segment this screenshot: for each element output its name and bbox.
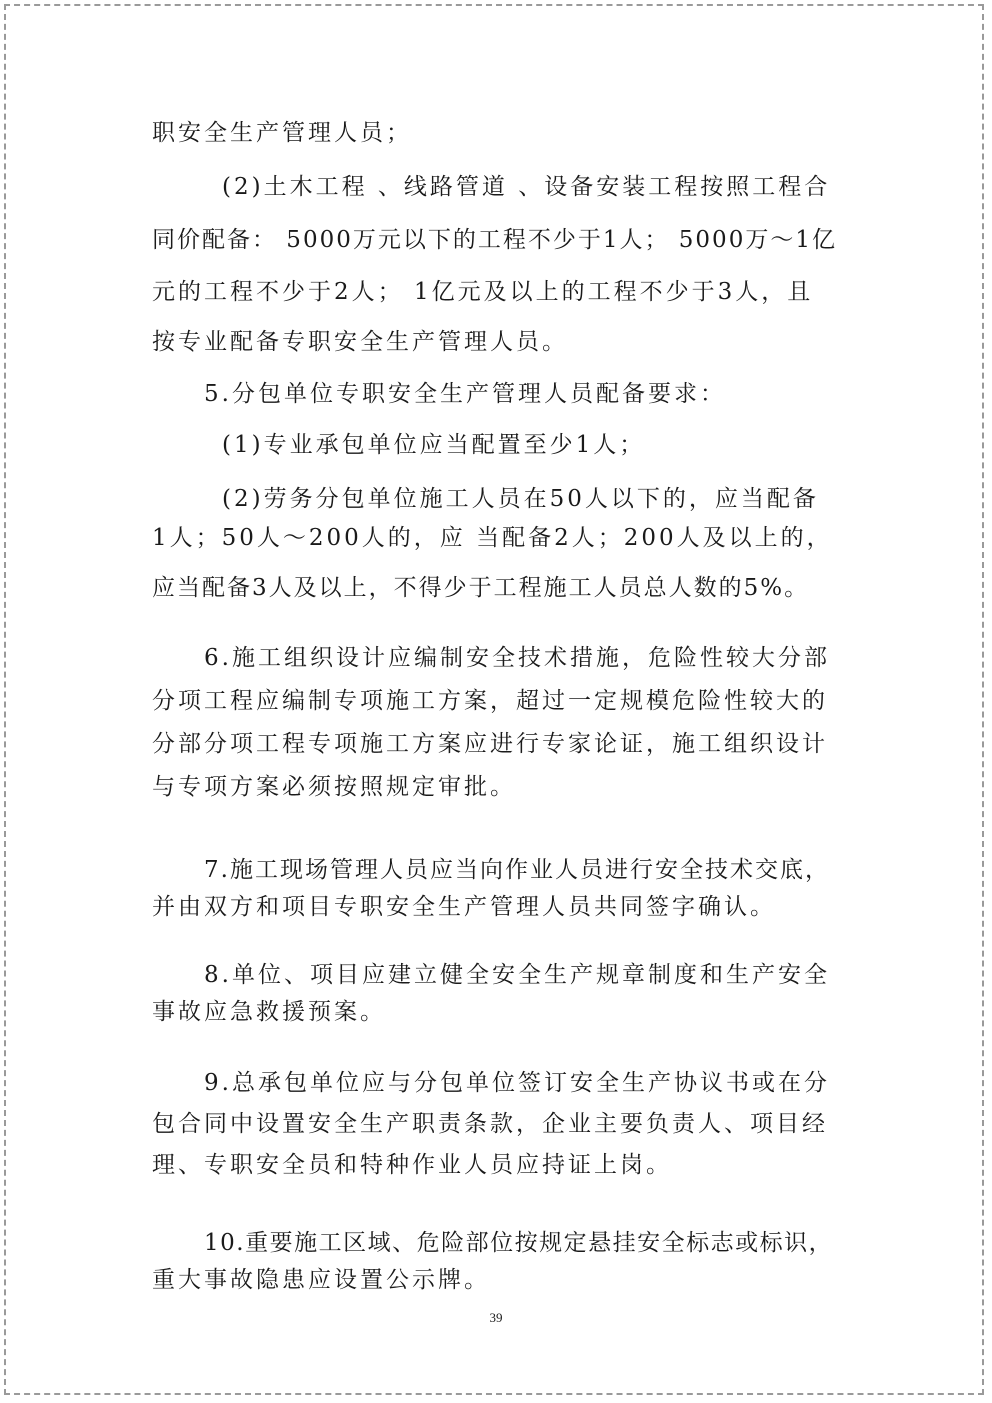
page-number: 39: [489, 1310, 503, 1325]
section-heading: 5.分包单位专职安全生产管理人员配备要求：: [204, 381, 726, 407]
text-line: 应当配备3人及以上，不得少于工程施工人员总人数的5%。: [152, 575, 810, 601]
paragraph-line: 理、专职安全员和特种作业人员应持证上岗。: [152, 1152, 672, 1178]
text-line: 职安全生产管理人员；: [152, 120, 412, 146]
text-line: (2)土木工程 、线路管道 、设备安装工程按照工程合: [222, 174, 831, 200]
paragraph-line: 7.施工现场管理人员应当向作业人员进行安全技术交底，: [204, 857, 830, 883]
text-line: 同价配备： 5000万元以下的工程不少于1人； 5000万～1亿: [152, 227, 837, 253]
paragraph-line: 8.单位、项目应建立健全安全生产规章制度和生产安全: [204, 962, 830, 988]
paragraph-line: 并由双方和项目专职安全生产管理人员共同签字确认。: [152, 894, 776, 920]
paragraph-line: 包合同中设置安全生产职责条款，企业主要负责人、项目经: [152, 1111, 828, 1137]
paragraph-line: 重大事故隐患应设置公示牌。: [152, 1267, 490, 1293]
paragraph-line: 事故应急救援预案。: [152, 999, 386, 1025]
paragraph-line: 分项工程应编制专项施工方案，超过一定规模危险性较大的: [152, 688, 828, 714]
paragraph-line: 与专项方案必须按照规定审批。: [152, 774, 516, 800]
text-line: 1人；50人～200人的，应 当配备2人；200人及以上的，: [152, 525, 833, 551]
paragraph-line: 9.总承包单位应与分包单位签订安全生产协议书或在分: [204, 1070, 830, 1096]
text-line: (2)劳务分包单位施工人员在50人以下的，应当配备: [222, 486, 819, 512]
paragraph-line: 分部分项工程专项施工方案应进行专家论证，施工组织设计: [152, 731, 828, 757]
paragraph-line: 6.施工组织设计应编制安全技术措施，危险性较大分部: [204, 645, 830, 671]
text-line: (1)专业承包单位应当配置至少1人；: [222, 432, 646, 458]
text-line: 元的工程不少于2人； 1亿元及以上的工程不少于3人，且: [152, 279, 814, 305]
paragraph-line: 10.重要施工区域、危险部位按规定悬挂安全标志或标识，: [204, 1230, 834, 1256]
text-line: 按专业配备专职安全生产管理人员。: [152, 329, 568, 355]
